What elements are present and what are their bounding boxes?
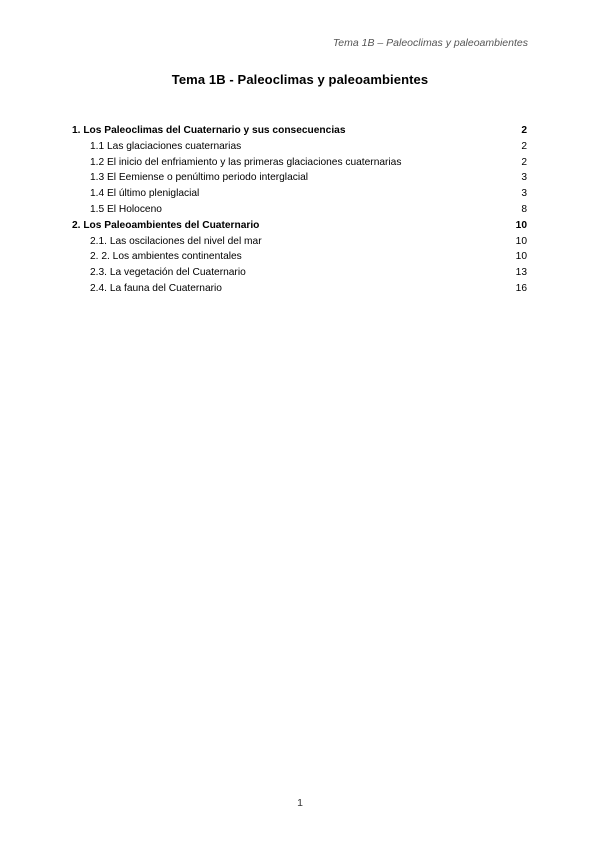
toc-entry-page: 8 xyxy=(521,203,527,215)
running-header: Tema 1B – Paleoclimas y paleoambientes xyxy=(332,37,528,49)
toc-entry-label: 2.1. Las oscilaciones del nivel del mar xyxy=(90,235,262,247)
toc-entry-2-2[interactable] xyxy=(72,249,527,265)
toc-entry-label: 2. Los Paleoambientes del Cuaternario xyxy=(72,219,260,231)
toc-entry-1[interactable] xyxy=(72,123,527,139)
toc-entry-page: 3 xyxy=(521,172,527,184)
toc-entry-page: 2 xyxy=(521,156,527,168)
toc-entry-2-4[interactable] xyxy=(72,281,527,297)
toc-entry-label: 1.3 El Eemiense o penúltimo periodo interglacial xyxy=(90,172,309,184)
toc-entry-label: 2. 2. Los ambientes continentales xyxy=(90,251,242,263)
toc-entry-page: 10 xyxy=(515,251,527,263)
toc-entry-page: 3 xyxy=(521,188,527,200)
toc-entry-1-3[interactable] xyxy=(72,170,527,186)
toc-entry-1-1[interactable] xyxy=(72,139,527,155)
toc-entry-page: 10 xyxy=(515,219,527,231)
toc-entry-2-1[interactable] xyxy=(72,234,527,250)
toc-entry-2-3[interactable] xyxy=(72,265,527,281)
toc-entry-label: 1.4 El último pleniglacial xyxy=(90,188,200,200)
toc-entry-label: 1.1 Las glaciaciones cuaternarias xyxy=(90,140,242,152)
toc-entry-page: 10 xyxy=(515,235,527,247)
toc-entry-2[interactable] xyxy=(72,218,527,234)
toc-entry-1-5[interactable] xyxy=(72,202,527,218)
toc-entry-1-4[interactable] xyxy=(72,186,527,202)
toc-entry-label: 1. Los Paleoclimas del Cuaternario y sus consecuencias xyxy=(72,125,346,136)
toc-entry-page: 2 xyxy=(521,140,527,152)
toc-entry-label: 1.2 El inicio del enfriamiento y las primeras glaciaciones cuaternarias xyxy=(90,156,402,168)
table-of-contents xyxy=(72,123,527,297)
toc-entry-label: 2.3. La vegetación del Cuaternario xyxy=(90,267,246,279)
toc-entry-page: 2 xyxy=(521,125,527,136)
toc-entry-label: 1.5 El Holoceno xyxy=(90,203,162,215)
toc-entry-1-2[interactable] xyxy=(72,155,527,171)
toc-entry-label: 2.4. La fauna del Cuaternario xyxy=(90,282,222,294)
toc-entry-page: 13 xyxy=(515,267,527,279)
page-number: 1 xyxy=(297,797,303,809)
document-title: Tema 1B - Paleoclimas y paleoambientes xyxy=(171,72,429,87)
toc-entry-page: 16 xyxy=(515,282,527,294)
